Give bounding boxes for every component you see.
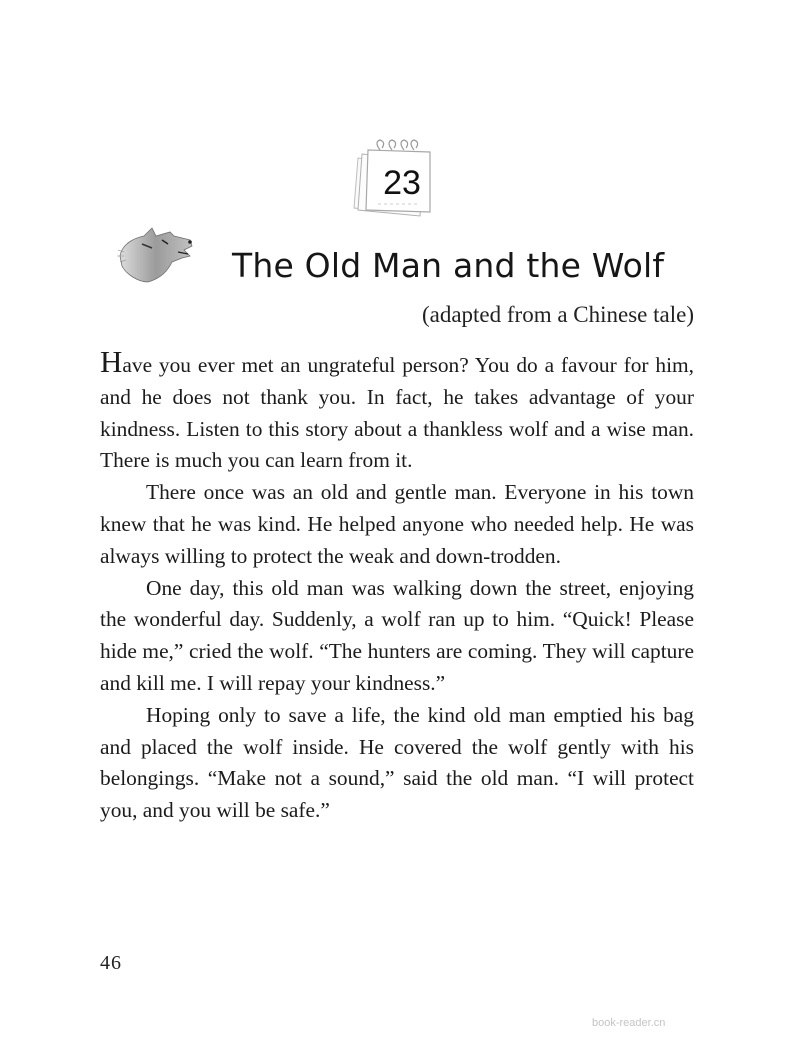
chapter-number: 23 [383, 164, 421, 202]
watermark: book-reader.cn [592, 1017, 666, 1029]
paragraph-1 [100, 344, 694, 477]
paragraph-3: One day, this old man was walking down the street, enjoying the wonderful day. Suddenly, a wolf ran up to him. “Quick! Please hide me,” cried the wolf. “The hunters are coming. They will capture and kill me. I will repay your kindness.” [100, 575, 694, 695]
wolf-head-icon [112, 222, 202, 286]
paragraph-2: There once was an old and gentle man. Everyone in his town knew that he was kind. He helped anyone who needed help. He was always willing to protect the weak and down-trodden. [100, 480, 694, 568]
story-body [100, 344, 694, 827]
chapter-title: The Old Man and the Wolf [232, 246, 665, 285]
drop-cap: H [100, 344, 123, 379]
paragraph-4: Hoping only to save a life, the kind old man emptied his bag and placed the wolf inside. He covered the wolf gently with his belongings. “Make not a sound,” said the old man. “I will protect you, and you will be safe.” [100, 702, 694, 823]
paragraph-text: ave you ever met an ungrateful person? You do a favour for him, and he does not thank you. In fact, he takes advantage of your kindness. Listen to this story about a thankless wolf and a wise man. There is much you can learn from it. [100, 353, 694, 473]
calendar-chapter-badge [350, 138, 434, 220]
page-number: 46 [100, 952, 122, 974]
wolf-illustration [112, 222, 202, 286]
chapter-subtitle: (adapted from a Chinese tale) [421, 302, 694, 327]
